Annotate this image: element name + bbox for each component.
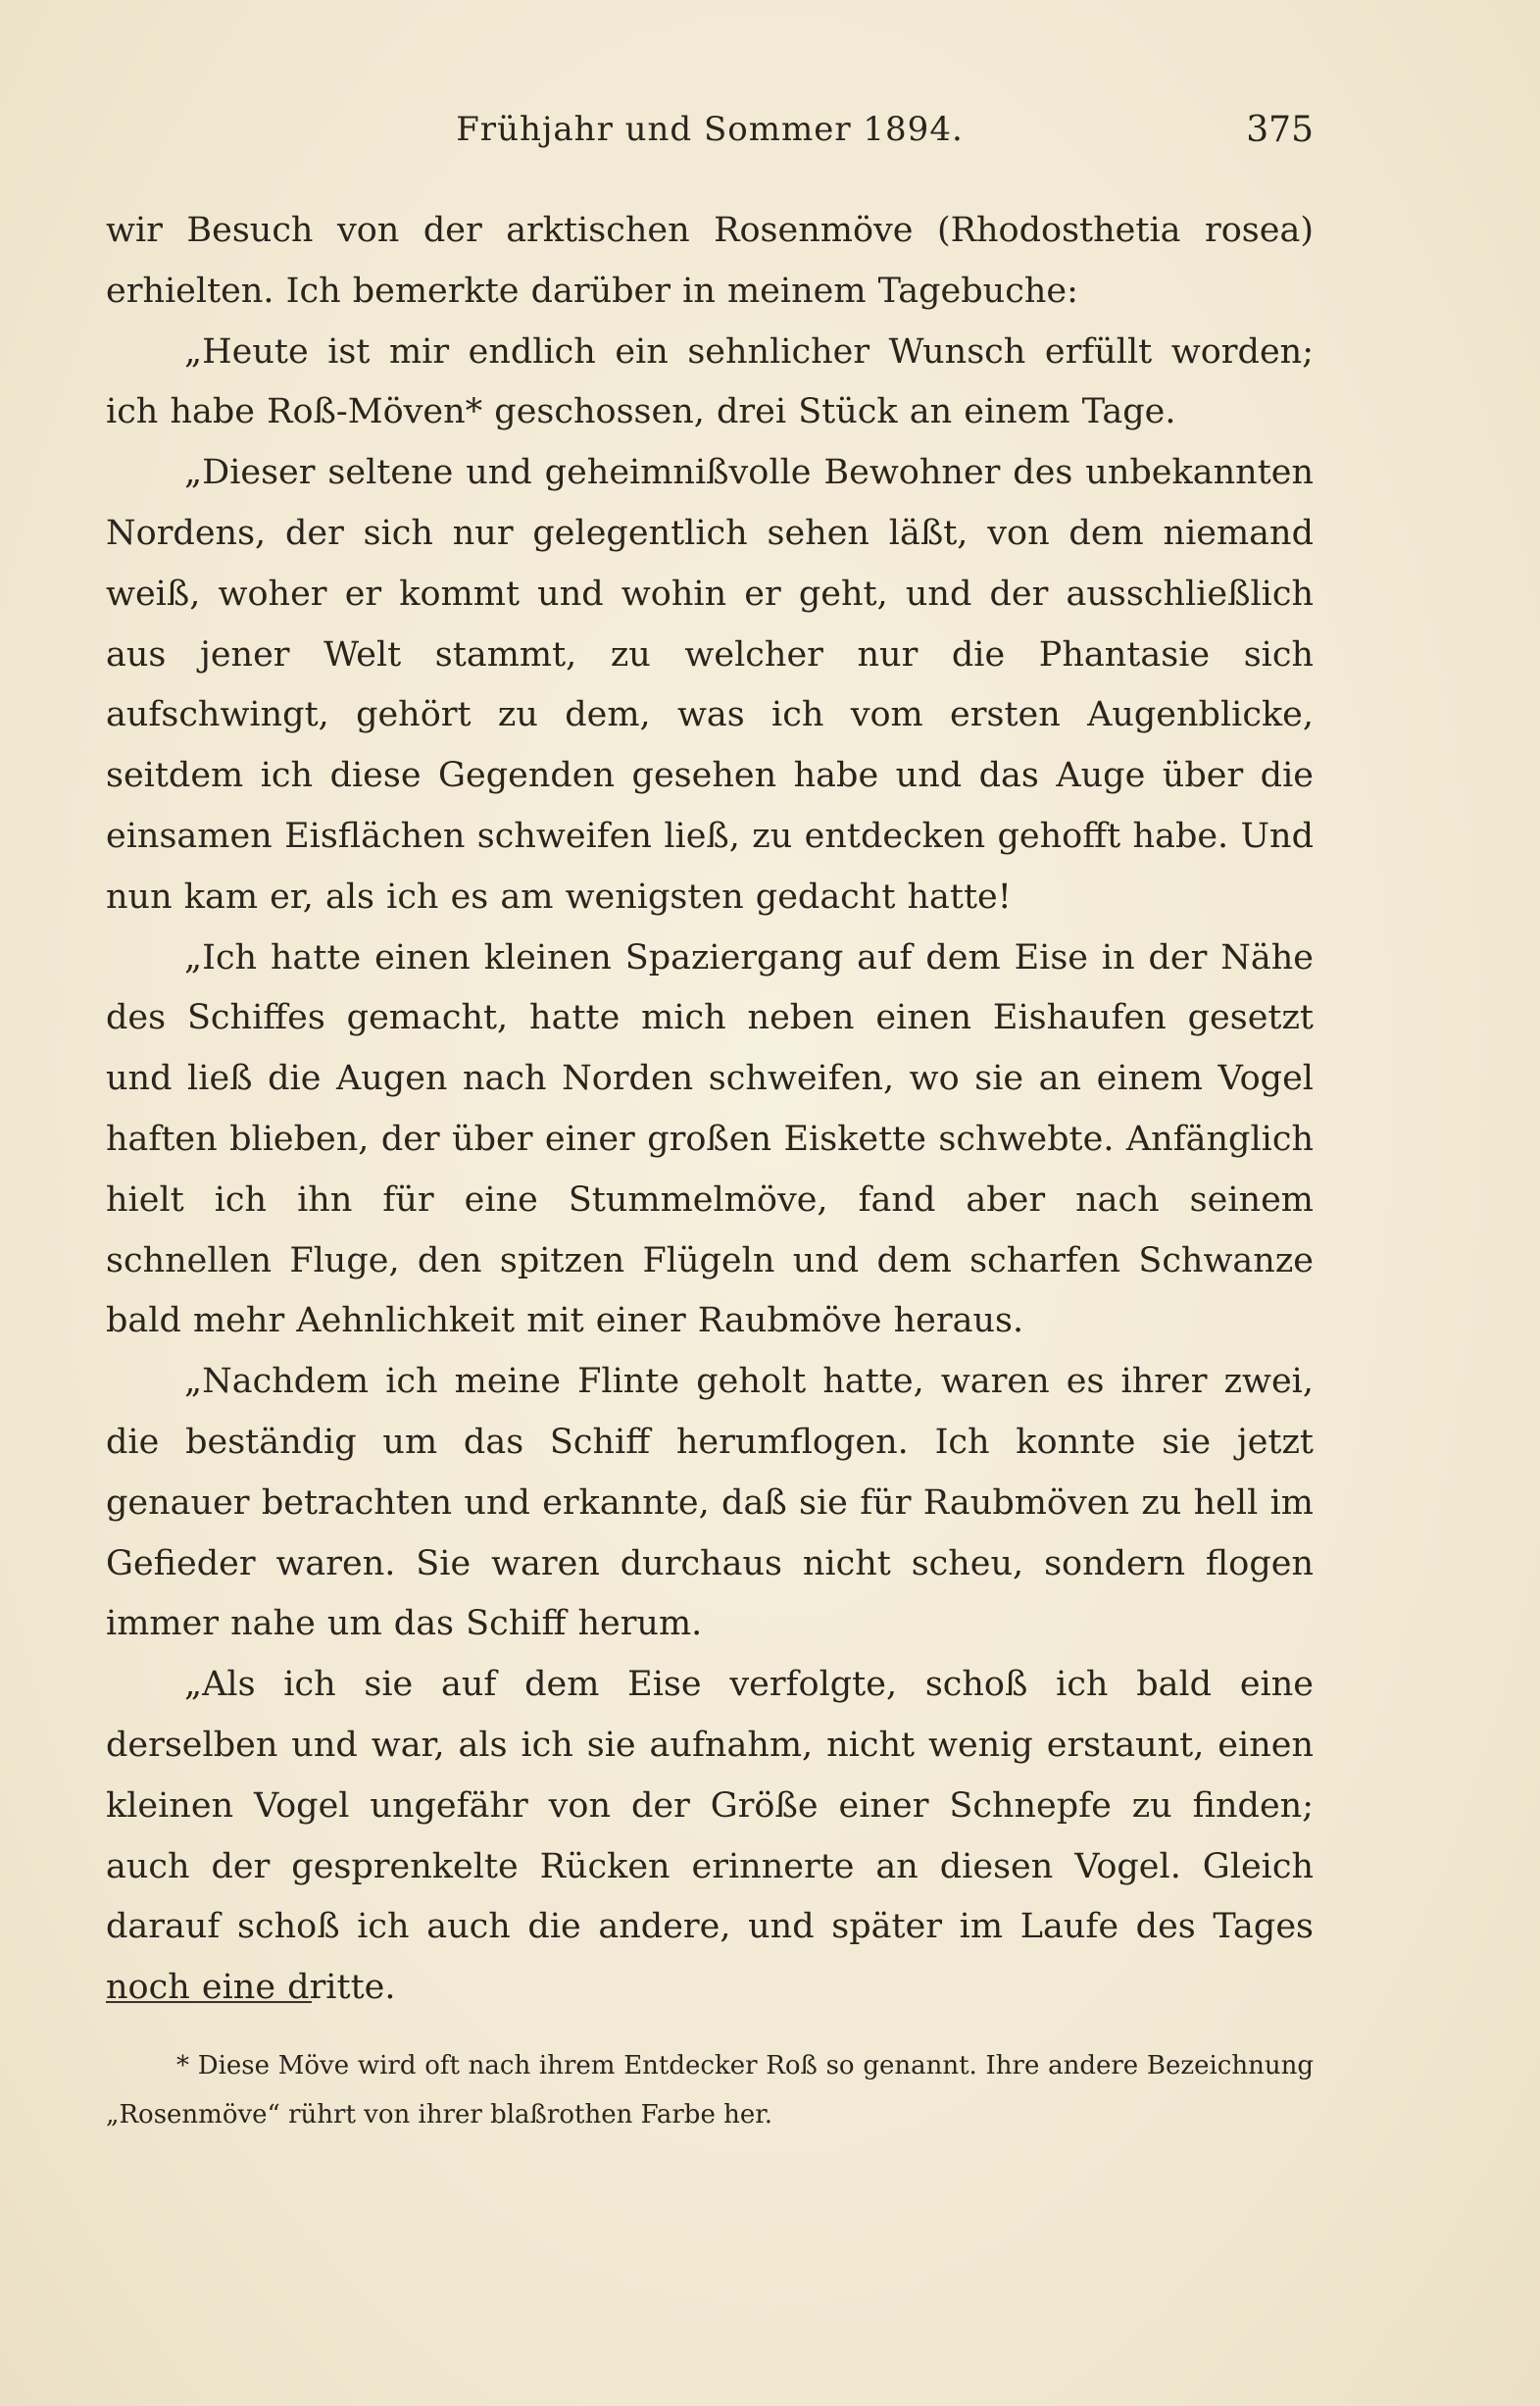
page-number: 375 — [1246, 110, 1314, 150]
running-title: Frühjahr und Sommer 1894. — [456, 110, 964, 149]
paragraph-2: „Heute ist mir endlich ein sehnlicher Wunsch erfüllt worden; ich habe Roß-Möven* geschossen, drei Stück an einem Tage. — [106, 331, 1314, 432]
paragraph-6: „Als ich sie auf dem Eise verfolgte, schoß ich bald eine derselben und war, als ich sie aufnahm, nicht wenig erstaunt, einen kleinen Vogel ungefähr von der Größe einer Schnepfe zu finden; auch der gesprenkelte Rücken erinnerte an diesen Vogel. Gleich darauf schoß ich auch die andere, und später im Laufe des Tages noch eine dritte. — [106, 1665, 1314, 2008]
footnote-divider — [106, 2001, 312, 2003]
paragraph-4: „Ich hatte einen kleinen Spaziergang auf dem Eise in der Nähe des Schiffes gemacht, hatte mich neben einen Eishaufen gesetzt und ließ die Augen nach Norden schweifen, wo sie an einem Vogel haften blieben, der über einer großen Eiskette schwebte. Anfänglich hielt ich ihn für eine Stummelmöve, fand aber nach seinem schnellen Fluge, den spitzen Flügeln und dem scharfen Schwanze bald mehr Aehnlichkeit mit einer Raubmöve heraus. — [106, 937, 1314, 1341]
body-text — [106, 201, 1314, 2019]
paragraph-1: wir Besuch von der arktischen Rosenmöve (Rhodosthetia rosea) erhielten. Ich bemerkte darüber in meinem Tagebuche: — [106, 211, 1314, 311]
page-header — [106, 110, 1314, 159]
paragraph-5: „Nachdem ich meine Flinte geholt hatte, waren es ihrer zwei, die beständig um das Schiff herumflogen. Ich konnte sie jetzt genauer betrachten und erkannte, daß sie für Raubmöven zu hell im Gefieder waren. Sie waren durchaus nicht scheu, sondern flogen immer nahe um das Schiff herum. — [106, 1362, 1314, 1644]
footnote: * Diese Möve wird oft nach ihrem Entdecker Roß so genannt. Ihre andere Bezeichnung „Rosenmöve“ rührt von ihrer blaßrothen Farbe her. — [106, 2051, 1314, 2130]
paragraph-3: „Dieser seltene und geheimnißvolle Bewohner des unbekannten Nordens, der sich nur gelegentlich sehen läßt, von dem niemand weiß, woher er kommt und wohin er geht, und der ausschließlich aus jener Welt stammt, zu welcher nur die Phantasie sich aufschwingt, gehört zu dem, was ich vom ersten Augenblicke, seitdem ich diese Gegenden gesehen habe und das Auge über die einsamen Eisflächen schweifen ließ, zu entdecken gehofft habe. Und nun kam er, als ich es am wenigsten gedacht hatte! — [106, 453, 1314, 917]
